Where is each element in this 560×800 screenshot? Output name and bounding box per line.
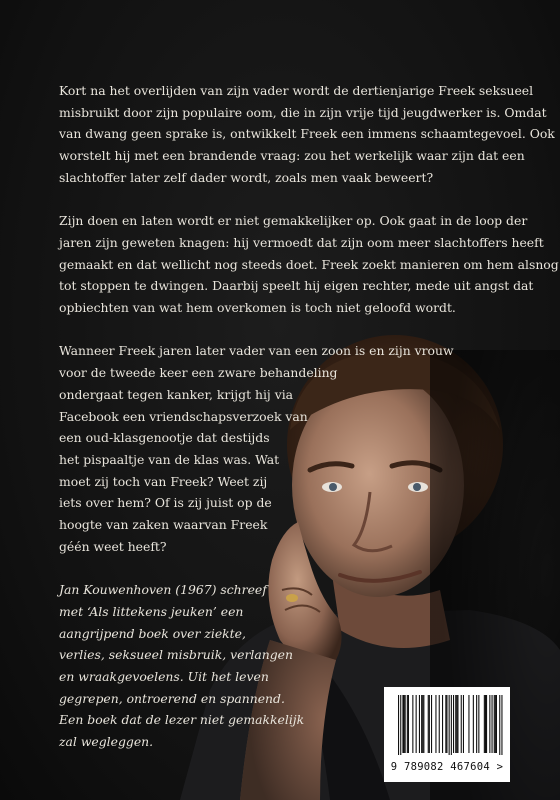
barcode-bar bbox=[422, 695, 423, 753]
barcode-bar bbox=[419, 695, 420, 753]
text-line: Jan Kouwenhoven (1967) schreef bbox=[59, 582, 267, 598]
text-line: en wraakgevoelens. Uit het leven bbox=[59, 668, 269, 684]
text-line: iets over hem? Of is zij juist op de bbox=[59, 495, 272, 511]
text-line: zal wegleggen. bbox=[59, 734, 154, 750]
text-line: opbiechten van wat hem overkomen is toch niet geloofd wordt. bbox=[59, 300, 456, 316]
barcode-bar bbox=[501, 695, 502, 755]
barcode-bar bbox=[446, 695, 447, 753]
blurb-paragraph-1 bbox=[59, 80, 555, 189]
barcode-bar bbox=[453, 695, 454, 753]
text-line: hoogte van zaken waarvan Freek bbox=[59, 517, 268, 533]
barcode-bar bbox=[400, 695, 401, 755]
text-line: van dwang geen sprake is, ontwikkelt Freek een immens schaamtegevoel. Ook bbox=[59, 126, 555, 142]
text-line: misbruikt door zijn populaire oom, die in zijn vrije tijd jeugdwerker is. Omdat bbox=[59, 104, 547, 120]
barcode-bar bbox=[461, 695, 462, 753]
barcode-bar bbox=[473, 695, 474, 753]
barcode-bar bbox=[486, 695, 487, 753]
barcode-bar bbox=[439, 695, 440, 753]
barcode-bar bbox=[407, 695, 408, 753]
barcode-bar bbox=[423, 695, 424, 753]
text-line: voor de tweede keer een zware behandeling bbox=[59, 365, 338, 381]
text-line: Zijn doen en laten wordt er niet gemakkelijker op. Ook gaat in de loop der bbox=[59, 213, 528, 229]
barcode-bar bbox=[412, 695, 413, 753]
barcode-bar bbox=[495, 695, 496, 753]
text-line: een oud-klasgenootje dat destijds bbox=[59, 430, 270, 446]
barcode-bar bbox=[499, 695, 500, 755]
barcode-bar bbox=[456, 695, 457, 753]
isbn-barcode bbox=[384, 687, 510, 782]
blurb-paragraph-3 bbox=[59, 340, 454, 557]
barcode-bar bbox=[445, 695, 446, 753]
isbn-number: 9 789082 467604 > bbox=[390, 761, 504, 773]
barcode-bar bbox=[489, 695, 490, 753]
barcode-bar bbox=[492, 695, 493, 753]
barcode-icon bbox=[384, 687, 510, 761]
text-line: gegrepen, ontroerend en spannend. bbox=[59, 690, 285, 706]
barcode-bar bbox=[484, 695, 485, 753]
barcode-bar bbox=[463, 695, 464, 753]
barcode-bar bbox=[451, 695, 452, 755]
text-line: verlies, seksueel misbruik, verlangen bbox=[59, 647, 293, 663]
barcode-bar bbox=[429, 695, 430, 753]
barcode-bar bbox=[494, 695, 495, 753]
barcode-bar bbox=[468, 695, 469, 753]
barcode-bar bbox=[405, 695, 406, 753]
barcode-bar bbox=[404, 695, 405, 753]
text-line: géén weet heeft? bbox=[59, 538, 167, 554]
barcode-bar bbox=[435, 695, 436, 753]
barcode-bar bbox=[431, 695, 432, 753]
barcode-bar bbox=[476, 695, 477, 753]
text-line: Wanneer Freek jaren later vader van een zoon is en zijn vrouw bbox=[59, 343, 454, 359]
barcode-bar bbox=[478, 695, 479, 753]
text-line: Kort na het overlijden van zijn vader wordt de dertienjarige Freek seksueel bbox=[59, 83, 534, 98]
barcode-bar bbox=[457, 695, 458, 753]
barcode-bar bbox=[421, 695, 422, 753]
barcode-bar bbox=[428, 695, 429, 753]
text-line: ondergaat tegen kanker, krijgt hij via bbox=[59, 386, 294, 402]
text-line: tot stoppen te dwingen. Daarbij speelt hij eigen rechter, mede uit angst dat bbox=[59, 278, 534, 294]
text-line: worstelt hij met een brandende vraag: zou het werkelijk waar zijn dat een bbox=[59, 148, 525, 164]
barcode-bar bbox=[442, 695, 443, 753]
text-line: Facebook een vriendschapsverzoek van bbox=[59, 408, 308, 424]
text-line: Een boek dat de lezer niet gemakkelijk bbox=[59, 712, 305, 728]
text-line: aangrijpend boek over ziekte, bbox=[59, 625, 246, 641]
barcode-bar bbox=[455, 695, 456, 753]
barcode-bar bbox=[496, 695, 497, 753]
text-line: jaren zijn geweten knagen: hij vermoedt dat zijn oom meer slachtoffers heeft bbox=[59, 234, 544, 250]
barcode-bar bbox=[408, 695, 409, 753]
blurb-text bbox=[59, 80, 559, 774]
text-line: met ‘Als littekens jeuken’ een bbox=[59, 603, 244, 619]
text-line: moet zij toch van Freek? Weet zij bbox=[59, 473, 268, 489]
barcode-bar bbox=[398, 695, 399, 755]
barcode-bar bbox=[416, 695, 417, 753]
blurb-paragraph-2 bbox=[59, 210, 559, 319]
text-line: slachtoffer later zelf dader wordt, zoals men vaak beweert? bbox=[59, 169, 434, 185]
text-line: gemaakt en dat wellicht nog steeds doet. Freek zoekt manieren om hem alsnog bbox=[59, 256, 559, 272]
barcode-bar bbox=[449, 695, 450, 755]
text-line: het pispaaltje van de klas was. Wat bbox=[59, 451, 280, 467]
barcode-bar bbox=[402, 695, 403, 753]
barcode-bar bbox=[485, 695, 486, 753]
